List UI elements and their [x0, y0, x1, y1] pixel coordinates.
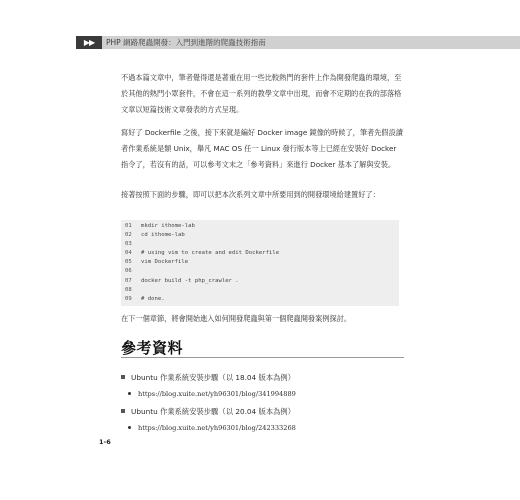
reference-item: Ubuntu 作業系統安裝步驟（以 18.04 版本為例）: [121, 373, 295, 383]
book-title: PHP 網路爬蟲開發：入門到進階的爬蟲技術指南: [106, 38, 266, 47]
code-line: 07 docker build -t php_crawler .: [125, 278, 239, 284]
paragraph-next-chapter: 在下一個章節，將會開始進入如何開發爬蟲與第一個爬蟲開發案例探討。: [121, 314, 352, 323]
square-bullet-icon: [121, 409, 125, 413]
code-block: [121, 220, 399, 306]
code-line: 04 # using vim to create and edit Dockerfile: [125, 250, 280, 256]
code-line: 01 mkdir ithome-lab: [125, 223, 195, 229]
section-divider: [121, 357, 404, 358]
code-line: 09 # done.: [125, 296, 165, 302]
code-line: 02 cd ithome-lab: [125, 232, 185, 238]
dot-bullet-icon: [128, 392, 131, 395]
dot-bullet-icon: [128, 426, 131, 429]
running-header: [76, 36, 520, 49]
reference-link[interactable]: https://blog.xuite.net/yh96301/blog/341994889: [128, 390, 296, 398]
paragraph-steps: 接著按照下面的步驟，即可以把本次系列文章中所要用到的開發環境給建置好了：: [121, 190, 380, 199]
reference-item: Ubuntu 作業系統安裝步驟（以 20.04 版本為例）: [121, 407, 295, 417]
paragraph-intro: 不過本篇文章中，筆者覺得還是著重在用一些比較熱門的套件上作為開發爬蟲的環境，至於其他的熱門小眾套件，不會在這一系列的教學文章中出現，而會不定期的在我的部落格文章以短篇技術文章發表的方式呈現。: [121, 73, 402, 114]
code-line: 06: [125, 268, 132, 274]
code-line: 05 vim Dockerfile: [125, 259, 189, 265]
page-number: 1-6: [99, 438, 111, 446]
code-line: 08: [125, 287, 132, 293]
paragraph-dockerfile: 寫好了 Dockerfile 之後，接下來就是編好 Docker image 鏡像的時候了，筆者先假設讀者作業系統是類 Unix，舉凡 MAC OS 任一 Linux 發行版本等上已經在安裝好 Docker 指令了，若沒有的話，可以參考文末之「參考資料」來進行 Docker 基本了解與安裝。: [121, 128, 403, 169]
section-heading: 參考資料: [121, 339, 184, 357]
reference-link[interactable]: https://blog.xuite.net/yh96301/blog/242333268: [128, 424, 296, 432]
square-bullet-icon: [121, 375, 125, 379]
chapter-marker: ▶▶: [76, 36, 102, 49]
code-line: 03: [125, 241, 132, 247]
